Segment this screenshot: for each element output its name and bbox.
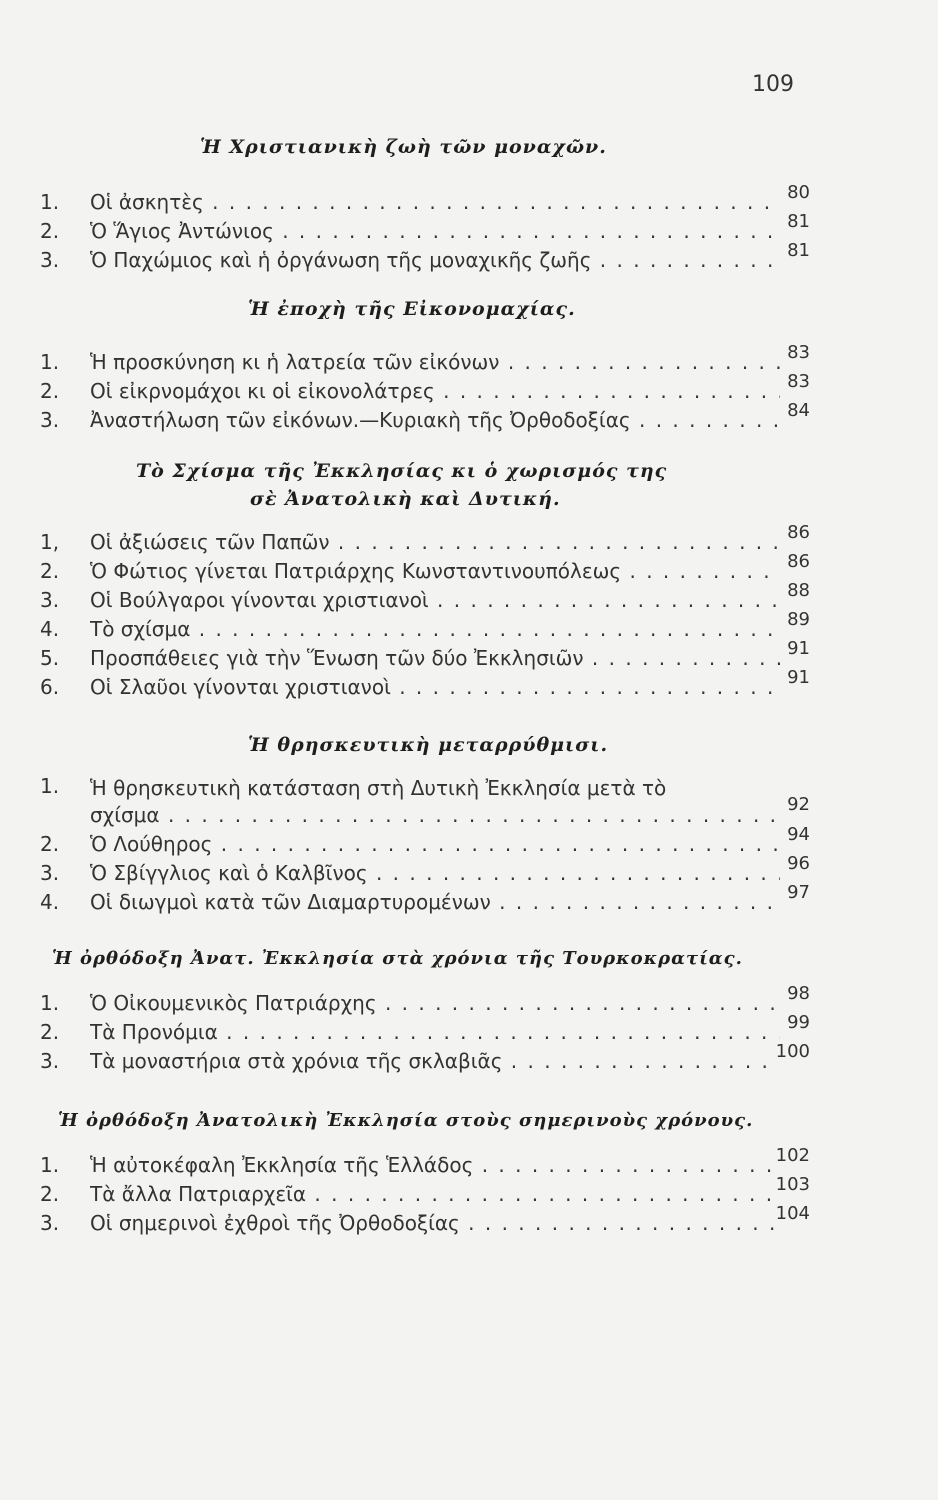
section-heading: Ἡ ἐποχὴ τῆς Εἰκονομαχίας.: [248, 298, 576, 320]
toc-entry: 1. Ἡ προσκύνηση κι ἡ λατρεία τῶν εἰκόνων . . . 83: [40, 346, 840, 375]
toc-entry: 3. Οἱ Βούλγαροι γίνονται χριστιανοὶ . . . 88: [40, 584, 840, 613]
toc-entry: 1. Ἡ θρησκευτικὴ κατάσταση στὴ Δυτικὴ Ἐκκλησία μετὰ τὸ σχίσμα . . . 92: [40, 770, 840, 828]
section-heading: Τὸ Σχίσμα τῆς Ἐκκλησίας κι ὁ χωρισμός της: [136, 460, 668, 482]
toc-entry: 2. Τὰ Προνόμια . . . 99: [40, 1016, 840, 1045]
toc-entry: 1. Ἡ αὐτοκέφαλη Ἐκκλησία τῆς Ἑλλάδος . . . 102: [40, 1149, 840, 1178]
toc-section: [40, 1110, 840, 1236]
toc-entry: 2. Ὁ Λούθηρος . . . 94: [40, 828, 840, 857]
toc-section: [40, 460, 840, 700]
section-heading: Ἡ ὀρθόδοξη Ἀνατολικὴ Ἐκκλησία στοὺς σημερινοὺς χρόνους.: [58, 1110, 754, 1131]
toc-section: [40, 298, 840, 433]
toc-entry: 2. Τὰ ἄλλα Πατριαρχεῖα . . . 103: [40, 1178, 840, 1207]
toc-entry: 3. Οἱ σημερινοὶ ἐχθροὶ τῆς Ὀρθοδοξίας . . . 104: [40, 1207, 840, 1236]
page-number: 109: [752, 72, 794, 97]
toc-section: [40, 136, 840, 273]
toc-entry: 2. Ὁ Φώτιος γίνεται Πατριάρχης Κωνσταντινουπόλεως . . . 86: [40, 555, 840, 584]
toc-entry: 3. Τὰ μοναστήρια στὰ χρόνια τῆς σκλαβιᾶς . . . 100: [40, 1045, 840, 1074]
toc-section: [40, 734, 840, 915]
toc-section: [40, 948, 840, 1074]
toc-entry: 1. Ὁ Οἰκουμενικὸς Πατριάρχης . . . 98: [40, 987, 840, 1016]
toc-entry: 2. Ὁ Ἅγιος Ἀντώνιος . . . 81: [40, 215, 840, 244]
toc-entry: 4. Τὸ σχίσμα . . . 89: [40, 613, 840, 642]
toc-entry: 3. Ὁ Παχώμιος καὶ ἡ ὀργάνωση τῆς μοναχικῆς ζωῆς . . . 81: [40, 244, 840, 273]
toc-entry: 3. Ἀναστήλωση τῶν εἰκόνων.—Κυριακὴ τῆς Ὀρθοδοξίας . . . 84: [40, 404, 840, 433]
toc-entry: 1. Οἱ ἀσκητὲς . . . 80: [40, 186, 840, 215]
toc-entry: 1, Οἱ ἀξιώσεις τῶν Παπῶν . . . 86: [40, 526, 840, 555]
section-heading: Ἡ ὀρθόδοξη Ἀνατ. Ἐκκλησία στὰ χρόνια τῆς Τουρκοκρατίας.: [52, 948, 743, 969]
toc-entry: 6. Οἱ Σλαῦοι γίνονται χριστιανοὶ . . . 91: [40, 671, 840, 700]
section-heading: Ἡ θρησκευτικὴ μεταρρύθμισι.: [248, 734, 609, 756]
toc-entry: 2. Οἱ εἰκρνομάχοι κι οἱ εἰκονολάτρες . . . 83: [40, 375, 840, 404]
section-heading: Ἡ Χριστιανικὴ ζωὴ τῶν μοναχῶν.: [200, 136, 607, 158]
toc-entry: 4. Οἱ διωγμοὶ κατὰ τῶν Διαμαρτυρομένων . . . 97: [40, 886, 840, 915]
toc-entry: 5. Προσπάθειες γιὰ τὴν Ἕνωση τῶν δύο Ἐκκλησιῶν . . . 91: [40, 642, 840, 671]
toc-entry: 3. Ὁ Σβίγγλιος καὶ ὁ Καλβῖνος . . . 96: [40, 857, 840, 886]
section-heading-line2: σὲ Ἀνατολικὴ καὶ Δυτική.: [250, 488, 561, 510]
